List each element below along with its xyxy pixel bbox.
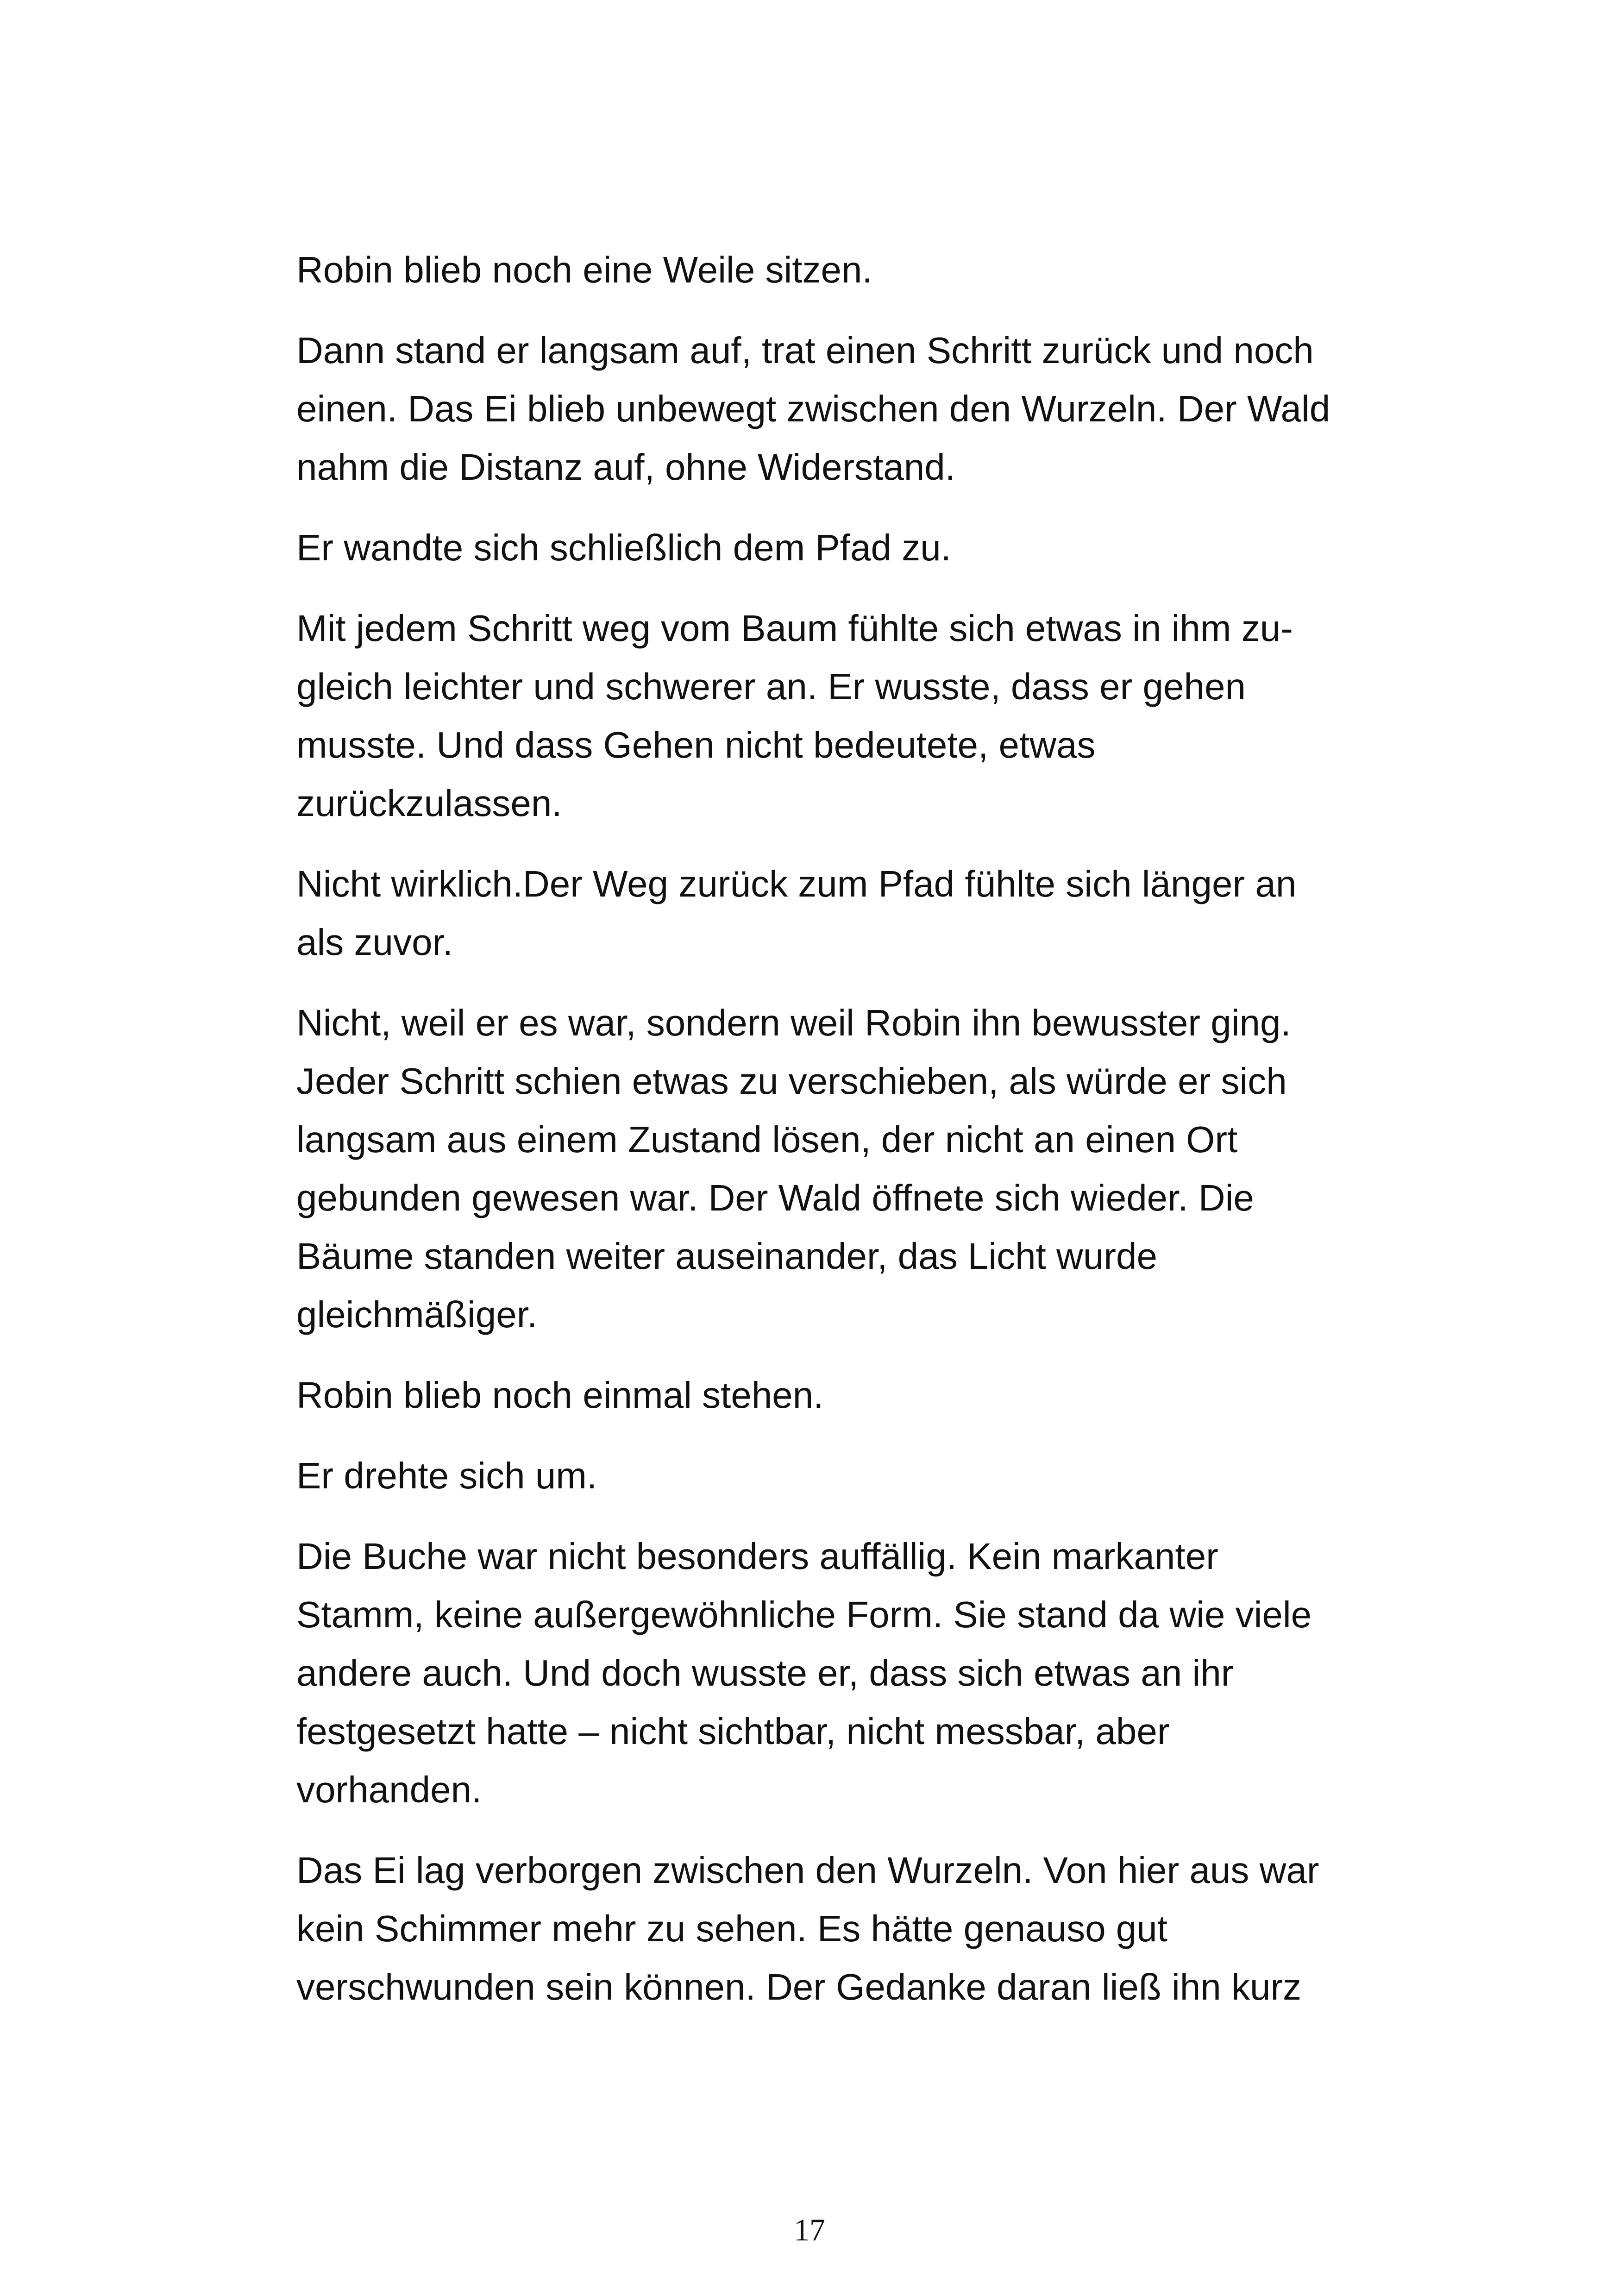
paragraph-9: Die Buche war nicht besonders auffällig. Kein markanter Stamm, keine außergewöhnliche Form. Sie stand da wie viele andere auch. Und doch wusste er, dass sich etwas an ihr festgesetzt hatte – nicht sichtbar, nicht messbar, aber vorhanden. [296, 1536, 1312, 1810]
body-text [296, 241, 1436, 2039]
paragraph-2: Dann stand er langsam auf, trat einen Schritt zurück und noch einen. Das Ei blieb unbewegt zwischen den Wurzeln. Der Wald nahm die Distanz auf, ohne Widerstand. [296, 330, 1330, 488]
paragraph-10: Das Ei lag verborgen zwischen den Wurzeln. Von hier aus war kein Schimmer mehr zu sehen. Es hätte genauso gut verschwunden sein können. Der Gedanke daran ließ ihn kurz [296, 1850, 1319, 2007]
page-number: 17 [794, 2212, 825, 2247]
paragraph-8: Er drehte sich um. [296, 1455, 597, 1496]
paragraph-6: Nicht, weil er es war, sondern weil Robin ihn bewusster ging. Jeder Schritt schien etwas zu verschieben, als würde er sich langsam aus einem Zustand lösen, der nicht an einen Ort gebunden gewesen war. Der Wald öffnete sich wieder. Die Bäume standen weiter auseinander, das Licht wurde gleichmäßiger. [296, 1002, 1291, 1335]
paragraph-5: Nicht wirklich.Der Weg zurück zum Pfad fühlte sich länger an als zuvor. [296, 863, 1297, 963]
paragraph-1: Robin blieb noch eine Weile sitzen. [296, 249, 872, 290]
paragraph-7: Robin blieb noch einmal stehen. [296, 1374, 824, 1416]
paragraph-4: Mit jedem Schritt weg vom Baum fühlte sich etwas in ihm zu- gleich leichter und schwerer an. Er wusste, dass er gehen musste. Und dass Gehen nicht bedeutete, etwas zurückzulassen. [296, 608, 1293, 824]
paragraph-3: Er wandte sich schließlich dem Pfad zu. [296, 527, 951, 568]
